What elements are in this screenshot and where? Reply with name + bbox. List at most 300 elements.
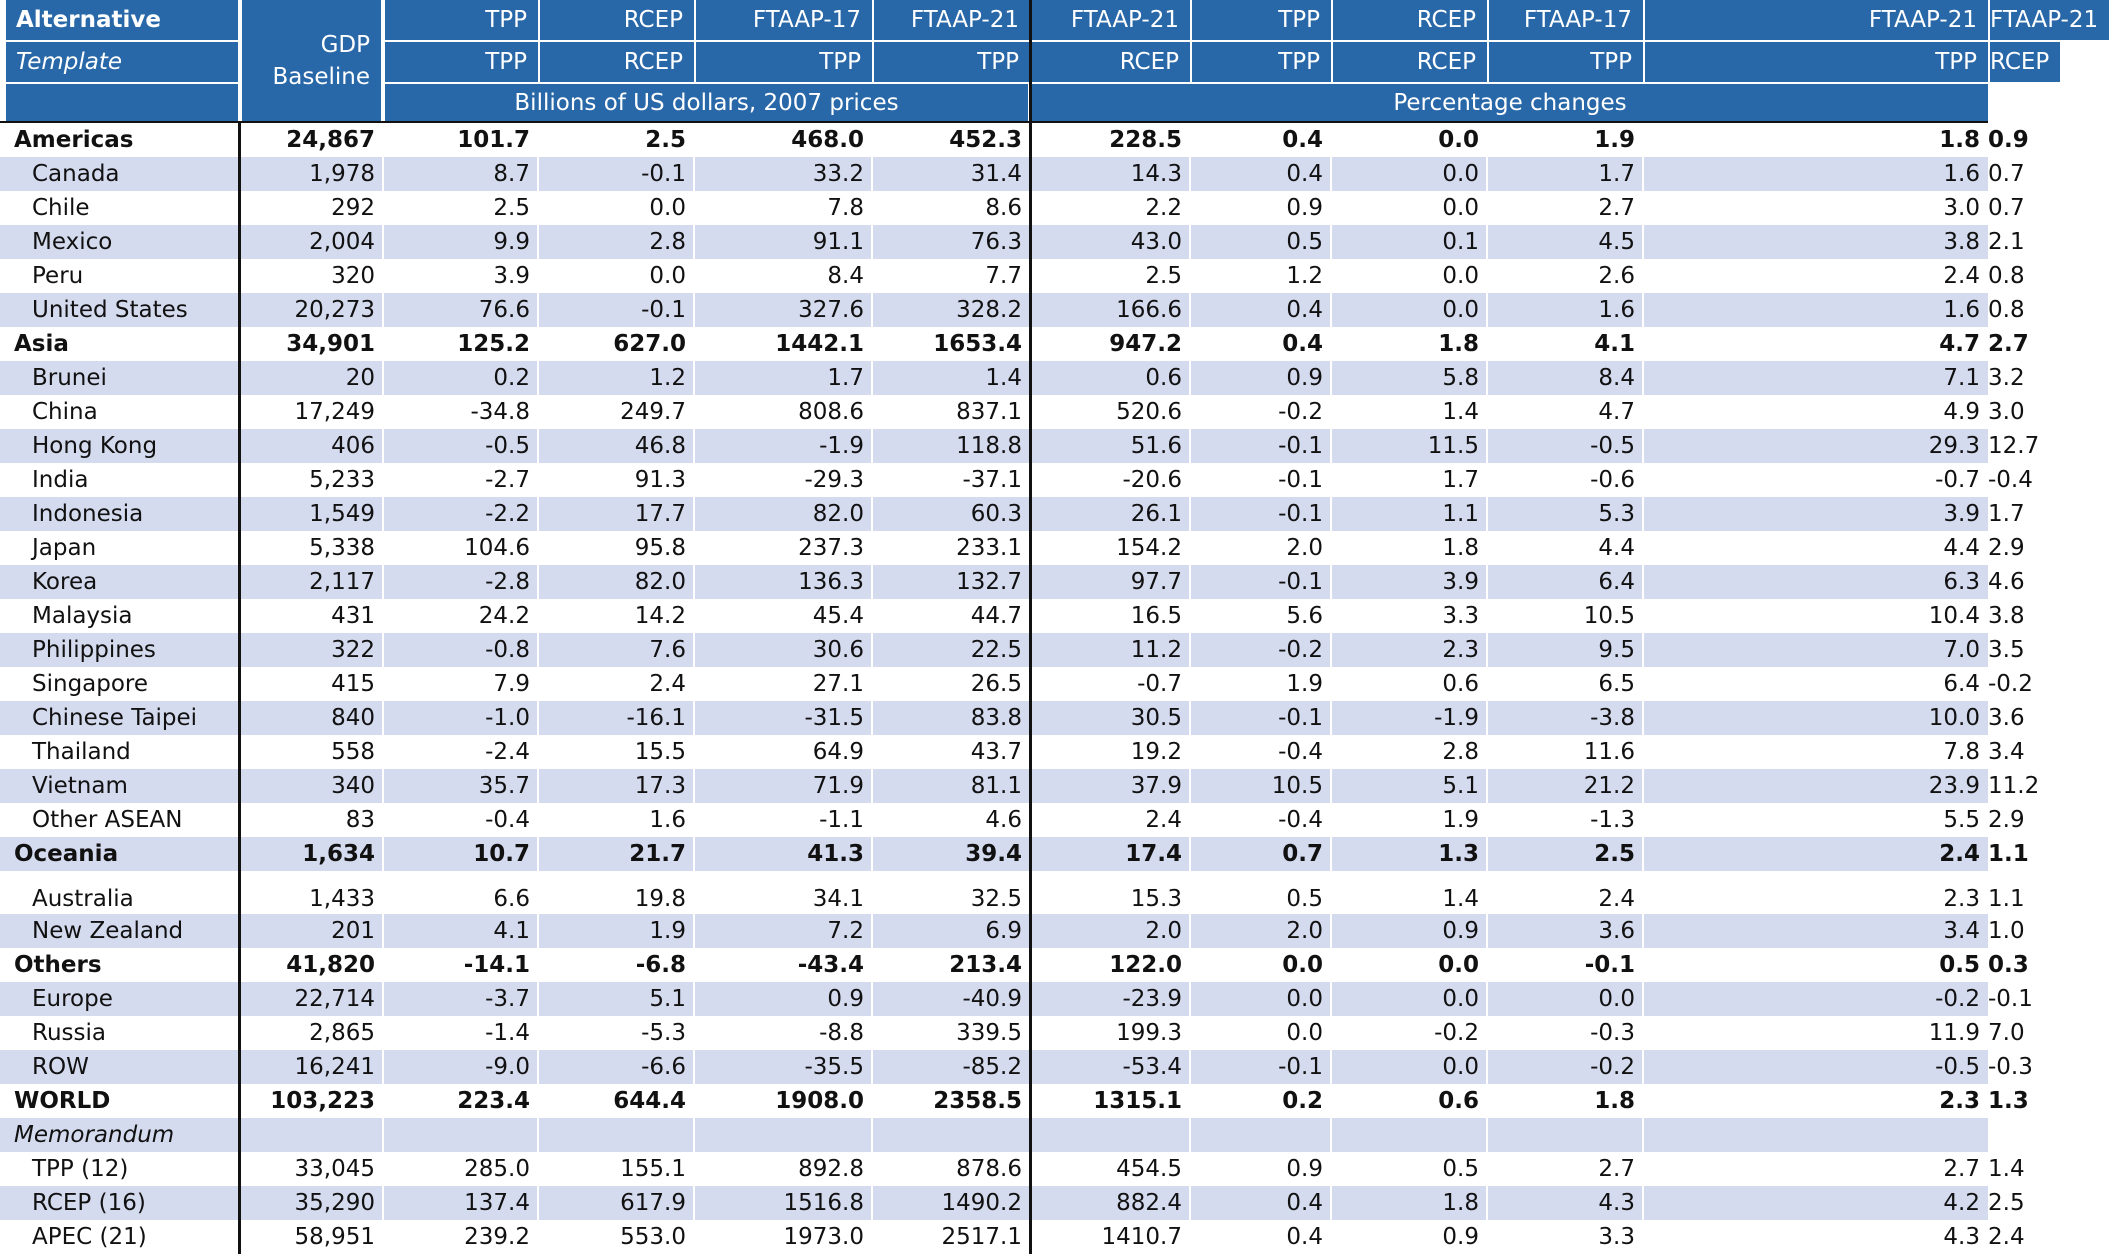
table-cell: -0.2 <box>1434 1020 1479 1046</box>
table-cell: 6.6 <box>493 886 530 912</box>
table-cell: 2.7 <box>1988 331 2029 357</box>
table-cell: 627.0 <box>613 331 686 357</box>
table-cell: -40.9 <box>962 986 1022 1012</box>
table-cell: 328.2 <box>956 297 1022 323</box>
row-label: Hong Kong <box>32 433 158 459</box>
table-cell: 1.8 <box>1442 1190 1479 1216</box>
table-cell: 7.8 <box>827 195 864 221</box>
table-cell: 1.9 <box>1286 671 1323 697</box>
table-cell: 125.2 <box>457 331 530 357</box>
table-cell: -6.6 <box>641 1054 686 1080</box>
table-cell: 237.3 <box>798 535 864 561</box>
table-cell: 0.4 <box>1282 331 1323 357</box>
table-row <box>0 123 2029 157</box>
table-cell: 0.8 <box>1988 297 2025 323</box>
table-cell: 9.9 <box>493 229 530 255</box>
table-cell: 76.3 <box>970 229 1022 255</box>
table-cell: 35,290 <box>294 1190 375 1216</box>
table-cell: -6.8 <box>635 952 686 978</box>
table-cell: 97.7 <box>1130 569 1182 595</box>
table-cell: -0.7 <box>1137 671 1182 697</box>
table-cell: 0.6 <box>1145 365 1182 391</box>
table-cell: 6.5 <box>1598 671 1635 697</box>
table-cell: 3.0 <box>1943 195 1980 221</box>
table-cell: 0.6 <box>1442 671 1479 697</box>
table-cell: 10.4 <box>1928 603 1980 629</box>
table-cell: 0.5 <box>1939 952 1980 978</box>
table-cell: 24,867 <box>286 127 375 153</box>
table-cell: 3.9 <box>1442 569 1479 595</box>
alternative-header-1: TPP <box>385 0 538 40</box>
table-cell: 1.4 <box>1442 399 1479 425</box>
table-cell: 26.5 <box>970 671 1022 697</box>
table-cell: 21.7 <box>629 841 686 867</box>
alternative-header-10: FTAAP-21 <box>1990 0 2109 40</box>
table-row <box>0 1084 2029 1118</box>
table-cell <box>872 1118 1030 1152</box>
table-cell: 6.3 <box>1943 569 1980 595</box>
table-cell: 1.8 <box>1442 535 1479 561</box>
table-cell: 5,338 <box>309 535 375 561</box>
table-cell: 1.7 <box>827 365 864 391</box>
table-cell: 7.0 <box>1988 1020 2025 1046</box>
table-cell: -53.4 <box>1122 1054 1182 1080</box>
row-label: Memorandum <box>14 1122 175 1148</box>
table-cell: -31.5 <box>804 705 864 731</box>
table-cell: 82.0 <box>634 569 686 595</box>
table-cell <box>694 1118 872 1152</box>
table-row <box>0 395 2025 429</box>
table-cell: 83.8 <box>970 705 1022 731</box>
row-label: Thailand <box>32 739 131 765</box>
table-cell: 34.1 <box>812 886 864 912</box>
table-cell: 1.7 <box>1598 161 1635 187</box>
column-separator <box>1486 123 1488 1254</box>
table-cell: 10.5 <box>1583 603 1635 629</box>
table-cell: 0.0 <box>1438 127 1479 153</box>
table-cell: 0.0 <box>649 195 686 221</box>
alternative-header-4: FTAAP-21 <box>874 0 1030 40</box>
table-cell: 24.2 <box>478 603 530 629</box>
table-cell: 19.8 <box>634 886 686 912</box>
table-cell: 4.5 <box>1598 229 1635 255</box>
row-label: United States <box>32 297 188 323</box>
unit-group-divider <box>1029 0 1032 1254</box>
table-cell: 2.5 <box>645 127 686 153</box>
table-row <box>0 429 2040 463</box>
table-cell: 71.9 <box>812 773 864 799</box>
table-cell: -2.2 <box>485 501 530 527</box>
table-cell: 5.1 <box>1442 773 1479 799</box>
table-cell: 8.4 <box>1598 365 1635 391</box>
row-label: ROW <box>32 1054 89 1080</box>
table-cell: 101.7 <box>457 127 530 153</box>
table-cell: 1.6 <box>1943 297 1980 323</box>
table-row <box>0 531 2025 565</box>
table-row <box>0 361 2025 395</box>
table-cell: 2.2 <box>1145 195 1182 221</box>
table-cell: 2,004 <box>309 229 375 255</box>
table-cell: 0.4 <box>1286 1190 1323 1216</box>
table-cell: 0.7 <box>1282 841 1323 867</box>
table-cell: 233.1 <box>956 535 1022 561</box>
table-cell: 1.4 <box>1988 1156 2025 1182</box>
table-cell: 0.2 <box>493 365 530 391</box>
template-header-3: TPP <box>696 42 872 82</box>
table-cell: 33,045 <box>294 1156 375 1182</box>
template-header-2: RCEP <box>540 42 694 82</box>
template-header-9: TPP <box>1645 42 1988 82</box>
table-cell: 6.4 <box>1598 569 1635 595</box>
table-cell: 46.8 <box>634 433 686 459</box>
row-label: Americas <box>14 127 134 153</box>
table-cell: 2.0 <box>1286 918 1323 944</box>
table-cell: 21.2 <box>1583 773 1635 799</box>
table-cell: -43.4 <box>797 952 864 978</box>
table-cell: 837.1 <box>956 399 1022 425</box>
table-cell: 3.3 <box>1442 603 1479 629</box>
table-cell <box>240 1118 383 1152</box>
unit-label-billions: Billions of US dollars, 2007 prices <box>385 84 1028 121</box>
table-cell: 11.9 <box>1928 1020 1980 1046</box>
table-cell: 11.6 <box>1583 739 1635 765</box>
table-row <box>0 293 2025 327</box>
table-cell: 166.6 <box>1116 297 1182 323</box>
table-cell: -85.2 <box>962 1054 1022 1080</box>
column-separator <box>1642 123 1644 1254</box>
table-cell: 2.4 <box>1145 807 1182 833</box>
table-cell: 1.8 <box>1594 1088 1635 1114</box>
table-cell: 8.7 <box>493 161 530 187</box>
template-header-7: RCEP <box>1333 42 1487 82</box>
table-cell: 41.3 <box>807 841 864 867</box>
table-cell: 23.9 <box>1928 773 1980 799</box>
table-cell: 0.0 <box>1442 195 1479 221</box>
row-label: Philippines <box>32 637 156 663</box>
table-cell: 0.5 <box>1442 1156 1479 1182</box>
table-cell: -0.1 <box>1278 569 1323 595</box>
table-row <box>0 914 2025 948</box>
table-cell <box>1030 1118 1190 1152</box>
table-cell: -0.2 <box>1935 986 1980 1012</box>
table-cell: 16,241 <box>294 1054 375 1080</box>
table-cell: 20 <box>345 365 375 391</box>
table-cell: 4.1 <box>1594 331 1635 357</box>
table-cell: 0.9 <box>1442 918 1479 944</box>
table-cell <box>1331 1118 1487 1152</box>
table-row <box>0 191 2025 225</box>
template-header-10: RCEP <box>1990 42 2060 82</box>
table-cell: 3.6 <box>1598 918 1635 944</box>
table-cell: 5.5 <box>1943 807 1980 833</box>
row-label: Russia <box>32 1020 106 1046</box>
table-cell: 0.9 <box>1286 1156 1323 1182</box>
table-cell: -0.1 <box>641 161 686 187</box>
row-label: Japan <box>32 535 97 561</box>
header-filler <box>6 84 238 121</box>
table-cell: 16.5 <box>1130 603 1182 629</box>
template-header-5: RCEP <box>1032 42 1190 82</box>
table-cell: 3.4 <box>1988 739 2025 765</box>
table-cell: 30.6 <box>812 637 864 663</box>
table-row <box>0 327 2029 361</box>
table-cell: 43.0 <box>1130 229 1182 255</box>
table-row <box>0 769 2040 803</box>
table-row <box>0 803 2025 837</box>
table-cell: 15.3 <box>1130 886 1182 912</box>
table-cell: 431 <box>331 603 375 629</box>
table-cell: 8.6 <box>985 195 1022 221</box>
table-cell: -2.8 <box>485 569 530 595</box>
table-cell: 76.6 <box>478 297 530 323</box>
table-cell: 322 <box>331 637 375 663</box>
table-cell: -1.0 <box>485 705 530 731</box>
table-cell: 6.4 <box>1943 671 1980 697</box>
table-cell: 0.0 <box>1438 952 1479 978</box>
table-row <box>0 948 2029 982</box>
gdp-header-line2: Baseline <box>272 63 370 90</box>
table-cell: -0.6 <box>1590 467 1635 493</box>
row-label: Singapore <box>32 671 149 697</box>
table-cell: 3.8 <box>1943 229 1980 255</box>
table-cell: 644.4 <box>613 1088 686 1114</box>
table-cell: 1442.1 <box>775 331 864 357</box>
table-cell: 14.2 <box>634 603 686 629</box>
table-cell: 3.9 <box>493 263 530 289</box>
table-cell: 91.1 <box>812 229 864 255</box>
table-cell: 327.6 <box>798 297 864 323</box>
table-cell: 0.0 <box>1286 1020 1323 1046</box>
table-cell: 43.7 <box>970 739 1022 765</box>
row-label: Chinese Taipei <box>32 705 198 731</box>
table-cell: 2.4 <box>649 671 686 697</box>
alternative-header-3: FTAAP-17 <box>696 0 872 40</box>
table-cell: 5.8 <box>1442 365 1479 391</box>
table-row <box>0 1220 2025 1254</box>
table-cell: 0.0 <box>649 263 686 289</box>
table-cell: -35.5 <box>804 1054 864 1080</box>
table-row <box>0 463 2033 497</box>
table-cell: 1,549 <box>309 501 375 527</box>
table-cell: 4.7 <box>1939 331 1980 357</box>
table-cell: 292 <box>331 195 375 221</box>
table-cell: 22,714 <box>294 986 375 1012</box>
table-cell: 17.4 <box>1125 841 1182 867</box>
table-cell: 199.3 <box>1116 1020 1182 1046</box>
table-cell: 137.4 <box>464 1190 530 1216</box>
alternative-header-6: TPP <box>1192 0 1331 40</box>
table-cell: 17.7 <box>634 501 686 527</box>
column-separator <box>871 123 873 1254</box>
table-row <box>0 225 2025 259</box>
table-cell: 2.3 <box>1939 1088 1980 1114</box>
table-cell: 19.2 <box>1130 739 1182 765</box>
table-row <box>0 837 2029 871</box>
table-cell: 223.4 <box>457 1088 530 1114</box>
table-cell: -0.1 <box>1278 1054 1323 1080</box>
table-cell: 83 <box>345 807 375 833</box>
table-cell: 2.0 <box>1286 535 1323 561</box>
table-cell: 7.0 <box>1943 637 1980 663</box>
alternative-label: Alternative <box>6 0 238 40</box>
table-cell: -0.5 <box>485 433 530 459</box>
table-cell: 4.4 <box>1943 535 1980 561</box>
table-cell: -1.1 <box>819 807 864 833</box>
alternative-header-8: FTAAP-17 <box>1489 0 1643 40</box>
row-label: Indonesia <box>32 501 144 527</box>
table-cell: 31.4 <box>970 161 1022 187</box>
table-cell: 1.6 <box>1598 297 1635 323</box>
table-cell: 0.1 <box>1442 229 1479 255</box>
table-cell: 947.2 <box>1109 331 1182 357</box>
row-label: Australia <box>32 886 134 912</box>
gdp-baseline-header <box>242 0 381 121</box>
table-cell: 7.7 <box>985 263 1022 289</box>
table-cell: -0.4 <box>1278 807 1323 833</box>
table-cell: 8.4 <box>827 263 864 289</box>
table-cell: 320 <box>331 263 375 289</box>
table-cell: -9.0 <box>485 1054 530 1080</box>
table-cell: 136.3 <box>798 569 864 595</box>
table-cell <box>383 1118 538 1152</box>
row-label: Canada <box>32 161 120 187</box>
column-separator <box>1330 123 1332 1254</box>
table-cell: 0.9 <box>1988 127 2029 153</box>
row-label: Korea <box>32 569 98 595</box>
table-cell: 2.8 <box>1442 739 1479 765</box>
table-cell: 0.0 <box>1442 1054 1479 1080</box>
row-label: Brunei <box>32 365 107 391</box>
table-cell: -8.8 <box>819 1020 864 1046</box>
row-label: China <box>32 399 98 425</box>
table-cell: 617.9 <box>620 1190 686 1216</box>
table-cell: -29.3 <box>804 467 864 493</box>
table-cell: 0.4 <box>1286 161 1323 187</box>
table-cell: 0.3 <box>1988 952 2029 978</box>
table-cell: 34,901 <box>286 331 375 357</box>
table-cell: 39.4 <box>965 841 1022 867</box>
table-cell: 2.4 <box>1943 263 1980 289</box>
table-cell: 41,820 <box>286 952 375 978</box>
table-cell: 29.3 <box>1928 433 1980 459</box>
table-cell: 118.8 <box>956 433 1022 459</box>
table-cell: 4.9 <box>1943 399 1980 425</box>
table-cell: -0.2 <box>1278 399 1323 425</box>
header-bottom-rule <box>0 121 1988 123</box>
table-cell: 17.3 <box>634 773 686 799</box>
table-cell: -0.3 <box>1590 1020 1635 1046</box>
table-cell: 239.2 <box>464 1224 530 1250</box>
table-cell: 4.3 <box>1598 1190 1635 1216</box>
table-cell: 7.1 <box>1943 365 1980 391</box>
table-cell: 1.4 <box>1442 886 1479 912</box>
table-row <box>0 1016 2025 1050</box>
table-cell <box>1988 1118 1996 1152</box>
table-cell: 1.7 <box>1988 501 2025 527</box>
table-cell: 1.3 <box>1438 841 1479 867</box>
table-cell: -14.1 <box>463 952 530 978</box>
table-cell: -0.1 <box>1988 986 2033 1012</box>
table-cell: 1.3 <box>1988 1088 2029 1114</box>
row-label: Peru <box>32 263 84 289</box>
table-cell: 5,233 <box>309 467 375 493</box>
table-cell: 0.5 <box>1286 229 1323 255</box>
table-cell: 0.0 <box>1282 952 1323 978</box>
table-cell: 154.2 <box>1116 535 1182 561</box>
table-cell: 10.7 <box>473 841 530 867</box>
table-cell: 33.2 <box>812 161 864 187</box>
table-cell: 840 <box>331 705 375 731</box>
table-cell: 1.2 <box>1286 263 1323 289</box>
table-cell: 3.2 <box>1988 365 2025 391</box>
table-cell: 454.5 <box>1116 1156 1182 1182</box>
table-row <box>0 497 2025 531</box>
table-cell: 0.4 <box>1286 297 1323 323</box>
table-cell: 0.9 <box>1442 1224 1479 1250</box>
table-cell: 2.5 <box>1145 263 1182 289</box>
table-cell: -3.7 <box>485 986 530 1012</box>
table-cell: 95.8 <box>634 535 686 561</box>
table-cell: 7.6 <box>649 637 686 663</box>
table-cell: -0.4 <box>1278 739 1323 765</box>
table-cell: 1.9 <box>649 918 686 944</box>
table-cell: 11.2 <box>1130 637 1182 663</box>
table-cell: 1973.0 <box>783 1224 864 1250</box>
table-cell: 0.2 <box>1282 1088 1323 1114</box>
table-cell: 103,223 <box>270 1088 375 1114</box>
row-label: Malaysia <box>32 603 133 629</box>
table-row <box>0 599 2025 633</box>
table-cell: 2.5 <box>1594 841 1635 867</box>
table-row <box>0 157 2025 191</box>
row-label: Mexico <box>32 229 113 255</box>
table-cell: -3.8 <box>1590 705 1635 731</box>
table-cell: 44.7 <box>970 603 1022 629</box>
table-cell: 4.4 <box>1598 535 1635 561</box>
table-cell: 45.4 <box>812 603 864 629</box>
alternative-header-9: FTAAP-21 <box>1645 0 1988 40</box>
table-cell: 1.6 <box>1943 161 1980 187</box>
table-cell: 2.9 <box>1988 535 2025 561</box>
table-cell: 0.0 <box>1442 263 1479 289</box>
table-row <box>0 667 2033 701</box>
table-cell: 4.3 <box>1943 1224 1980 1250</box>
table-cell: 339.5 <box>956 1020 1022 1046</box>
row-label: Vietnam <box>32 773 128 799</box>
table-cell: 2.4 <box>1988 1224 2025 1250</box>
table-cell: 2.3 <box>1442 637 1479 663</box>
table-cell: -0.1 <box>1278 501 1323 527</box>
table-cell: 808.6 <box>798 399 864 425</box>
table-cell: -0.1 <box>1278 433 1323 459</box>
table-cell: 468.0 <box>791 127 864 153</box>
table-cell: 0.0 <box>1598 986 1635 1012</box>
table-cell: 3.3 <box>1598 1224 1635 1250</box>
table-cell: -5.3 <box>641 1020 686 1046</box>
row-label: Others <box>14 952 102 978</box>
table-cell: 82.0 <box>812 501 864 527</box>
table-cell: 81.1 <box>970 773 1022 799</box>
table-cell: 1.2 <box>649 365 686 391</box>
table-cell: 51.6 <box>1130 433 1182 459</box>
table-cell: 1.1 <box>1988 841 2029 867</box>
table-cell: -0.8 <box>485 637 530 663</box>
table-cell: 30.5 <box>1130 705 1182 731</box>
table-cell: 10.0 <box>1928 705 1980 731</box>
table-cell: 91.3 <box>634 467 686 493</box>
table-cell: -23.9 <box>1122 986 1182 1012</box>
table-cell: 1,978 <box>309 161 375 187</box>
